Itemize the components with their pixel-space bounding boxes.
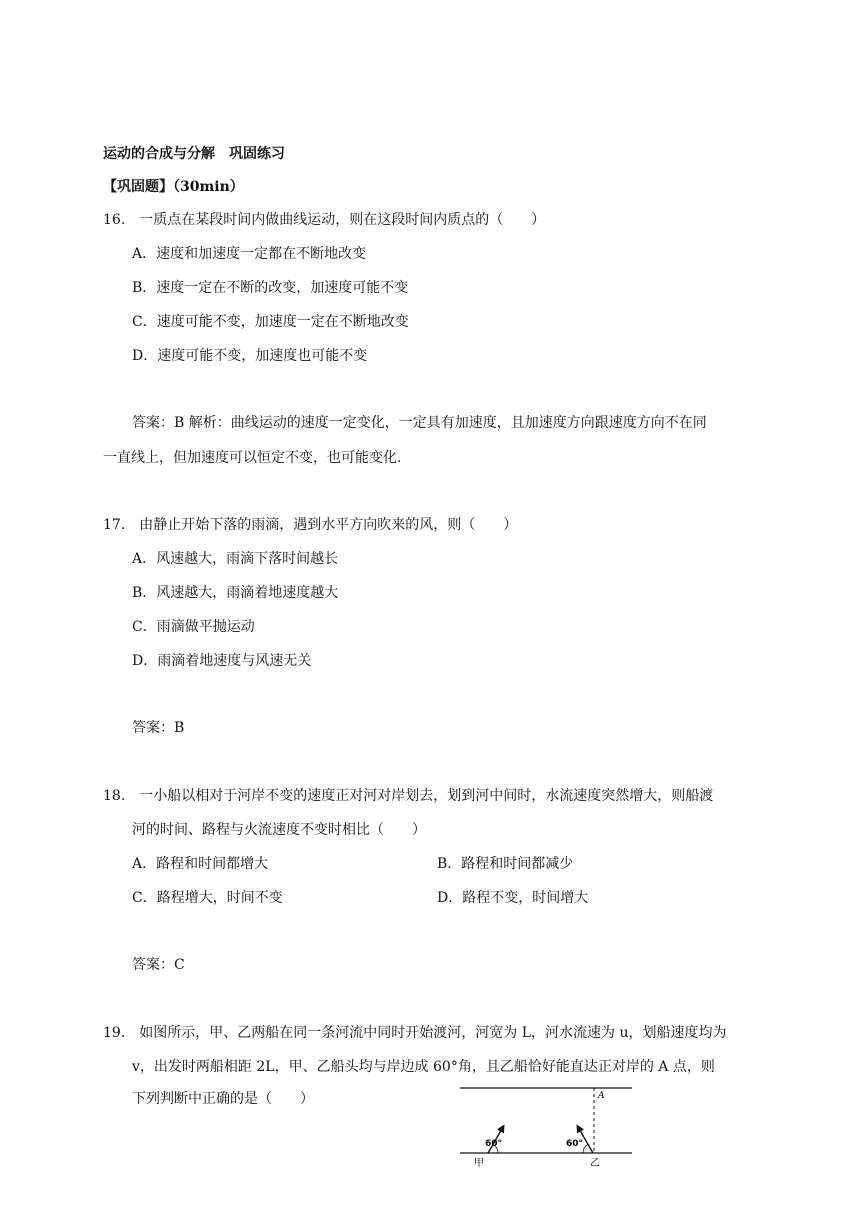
boat-yi-arrowhead: [573, 1122, 584, 1133]
boat-jia-arrowhead: [497, 1122, 508, 1133]
question-19-stem-line-3: 下列判断中正确的是（ ）: [132, 1091, 314, 1107]
question-18-stem-line-1: 18. 一小船以相对于河岸不变的速度正对河对岸划去，划到河中间时，水流速度突然增大，则船渡: [103, 788, 714, 804]
q18-answer: 答案：C: [132, 957, 185, 973]
document-title: 运动的合成与分解 巩固练习: [103, 146, 285, 162]
question-19-stem-line-1: 19. 如图所示，甲、乙两船在同一条河流中同时开始渡河，河宽为 L，河水流速为 u，划船速度均为: [103, 1025, 727, 1041]
question-17-stem: 17. 由静止开始下落的雨滴，遇到水平方向吹来的风，则（ ）: [103, 517, 518, 533]
q16-option-b: B．速度一定在不断的改变，加速度可能不变: [132, 280, 409, 296]
q17-option-a: A．风速越大，雨滴下落时间越长: [132, 551, 339, 567]
q18-option-b: B．路程和时间都减少: [437, 856, 574, 872]
q17-answer: 答案：B: [132, 720, 185, 736]
question-19-stem-line-2: v，出发时两船相距 2L，甲、乙船头均与岸边成 60°角，且乙船恰好能直达正对岸的 A 点，则: [132, 1059, 715, 1075]
boat-jia-label: 甲: [474, 1158, 484, 1169]
river-crossing-figure: [452, 1086, 642, 1216]
question-16-stem: 16. 一质点在某段时间内做曲线运动，则在这段时间内质点的（ ）: [103, 212, 546, 228]
boat-yi-angle-label: 60°: [566, 1139, 584, 1149]
q17-option-c: C．雨滴做平抛运动: [132, 619, 255, 635]
boat-yi-label: 乙: [590, 1158, 600, 1169]
q16-answer-line-1: 答案：B 解析：曲线运动的速度一定变化，一定具有加速度，且加速度方向跟速度方向不在同: [132, 415, 707, 431]
boat-yi-angle-arc: [583, 1144, 588, 1153]
q16-option-c: C．速度可能不变，加速度一定在不断地改变: [132, 314, 409, 330]
q16-option-a: A．速度和加速度一定都在不断地改变: [132, 246, 367, 262]
boat-jia-angle-label: 60°: [485, 1139, 503, 1149]
q17-option-b: B．风速越大，雨滴着地速度越大: [132, 585, 339, 601]
q17-option-d: D．雨滴着地速度与风速无关: [132, 653, 312, 669]
point-a-label: A: [598, 1091, 605, 1101]
question-18-stem-line-2: 河的时间、路程与火流速度不变时相比（ ）: [132, 822, 426, 838]
q18-option-c: C．路程增大，时间不变: [132, 890, 283, 906]
q16-answer-line-2: 一直线上，但加速度可以恒定不变，也可能变化.: [103, 450, 402, 466]
q18-option-d: D．路程不变，时间增大: [437, 890, 589, 906]
q16-option-d: D．速度可能不变，加速度也可能不变: [132, 348, 368, 364]
section-heading: 【巩固题】（30min）: [103, 179, 244, 195]
q18-option-a: A．路程和时间都增大: [132, 856, 269, 872]
